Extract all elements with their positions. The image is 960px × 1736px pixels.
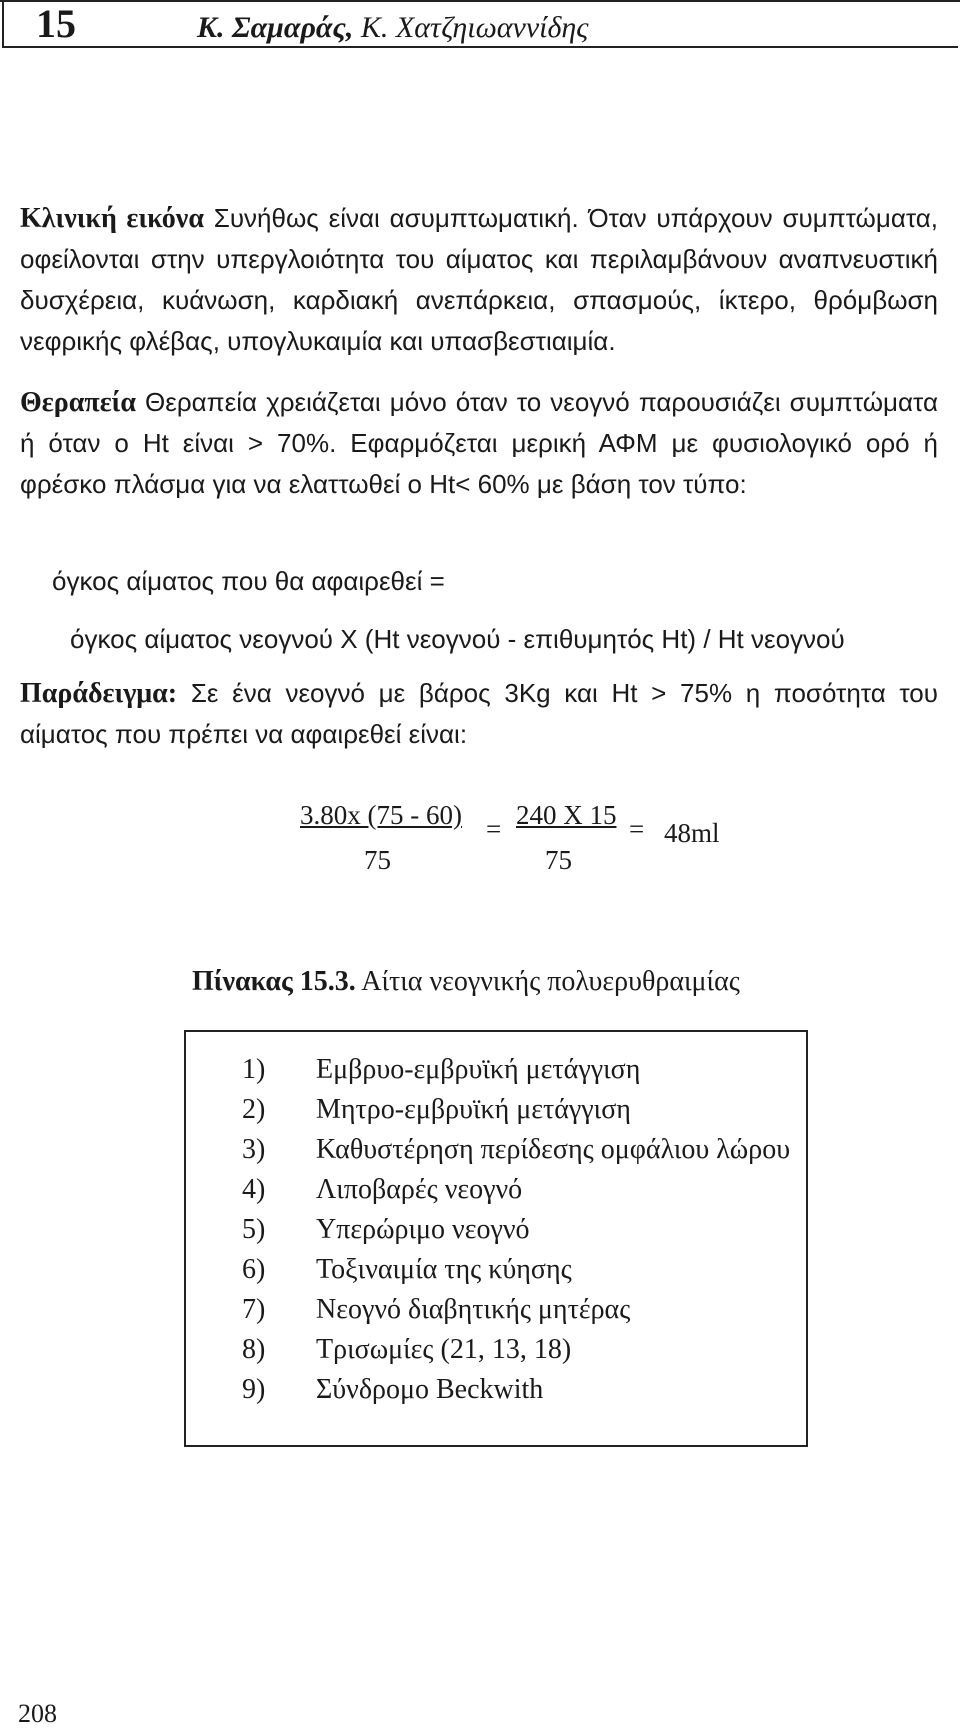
example-text: Σε ένα νεογνό με βάρος 3Kg και Ht > 75% η ποσότητα του αίματος που πρέπει να αφαιρεθεί είναι:: [20, 678, 938, 749]
list-item: [242, 1330, 790, 1370]
denominator-2: 75: [545, 845, 572, 875]
formula-line-2: όγκος αίματος νεογνού Χ (Ht νεογνού - επιθυμητός Ht) / Ht νεογνού: [70, 624, 845, 654]
list-item: [242, 1210, 790, 1250]
causes-table: [184, 1030, 808, 1447]
list-item: [242, 1250, 790, 1290]
list-item-number: 1): [242, 1054, 266, 1085]
list-item-number: 7): [242, 1294, 266, 1325]
list-item-text: Σύνδρομο Beckwith: [316, 1374, 544, 1405]
list-item-text: Μητρο-εμβρυϊκή μετάγγιση: [316, 1094, 631, 1125]
formula-line-1: όγκος αίματος που θα αφαιρεθεί =: [52, 566, 445, 596]
causes-list: [242, 1050, 790, 1410]
list-item: [242, 1290, 790, 1330]
chapter-number: 15: [36, 1, 76, 46]
therapy-heading: Θεραπεία: [20, 387, 136, 418]
example-heading: Παράδειγμα:: [20, 678, 178, 709]
author-2: Κ. Χατζηιωαννίδης: [360, 11, 589, 44]
numerator-2: 240 X 15: [516, 800, 617, 830]
list-item-text: Καθυστέρηση περίδεσης ομφάλιου λώρου: [316, 1134, 791, 1165]
list-item-text: Τοξιναιμία της κύησης: [316, 1254, 572, 1285]
list-item-number: 4): [242, 1174, 266, 1205]
list-item: [242, 1130, 790, 1170]
list-item-text: Τρισωμίες (21, 13, 18): [316, 1334, 572, 1365]
page-number: 208: [18, 1699, 57, 1728]
running-header: [0, 0, 960, 46]
list-item-number: 9): [242, 1374, 266, 1405]
table-caption: [192, 966, 740, 998]
list-item: [242, 1170, 790, 1210]
list-item-text: Εμβρυο-εμβρυϊκή μετάγγιση: [316, 1054, 641, 1085]
header-left-rule: [2, 2, 4, 46]
list-item: [242, 1090, 790, 1130]
header-bottom-rule: [2, 46, 958, 48]
clinical-heading: Κλινική εικόνα: [20, 203, 204, 234]
list-item-number: 2): [242, 1094, 266, 1125]
list-item-number: 5): [242, 1214, 266, 1245]
therapy-text: Θεραπεία χρειάζεται μόνο όταν το νεογνό παρουσιάζει συμπτώματα ή όταν ο Ht είναι > 70%. Εφαρμόζεται μερική ΑΦΜ με φυσιολογικό ορό ή φρέσκο πλάσμα για να ελαττωθεί ο Ht< 60% με βάση τον τύπο:: [20, 387, 938, 499]
clinical-text: Συνήθως είναι ασυμπτωματική. Όταν υπάρχουν συμπτώματα, οφείλονται στην υπεργλοιότητα του αίματος και περιλαμβάνουν αναπνευστική δυσχέρεια, κυάνωση, καρδιακή ανεπάρκεια, σπασμούς, ίκτερο, θρόμβωση νεφρικής φλέβας, υπογλυκαιμία και υπασβεστιαιμία.: [20, 203, 939, 356]
list-item-text: Λιποβαρές νεογνό: [316, 1174, 523, 1205]
example-paragraph: [20, 673, 938, 755]
equals-1: =: [486, 814, 502, 844]
table-caption-text: Αίτια νεογνικής πολυερυθραιμίας: [361, 966, 740, 997]
list-item: [242, 1370, 790, 1410]
numerator-1: 3.80x (75 - 60): [300, 800, 462, 830]
list-item-text: Νεογνό διαβητικής μητέρας: [316, 1294, 631, 1325]
clinical-paragraph: [20, 198, 938, 362]
list-item-number: 6): [242, 1254, 266, 1285]
equals-2: =: [629, 814, 645, 844]
result: 48ml: [664, 818, 720, 848]
list-item-number: 3): [242, 1134, 266, 1165]
author-1: Κ. Σαμαράς,: [197, 11, 354, 44]
therapy-paragraph: [20, 382, 938, 505]
list-item: [242, 1050, 790, 1090]
denominator-1: 75: [364, 845, 391, 875]
authors: [197, 12, 588, 44]
list-item-text: Υπερώριμο νεογνό: [316, 1214, 530, 1245]
table-caption-label: Πίνακας 15.3.: [192, 966, 356, 997]
list-item-number: 8): [242, 1334, 266, 1365]
